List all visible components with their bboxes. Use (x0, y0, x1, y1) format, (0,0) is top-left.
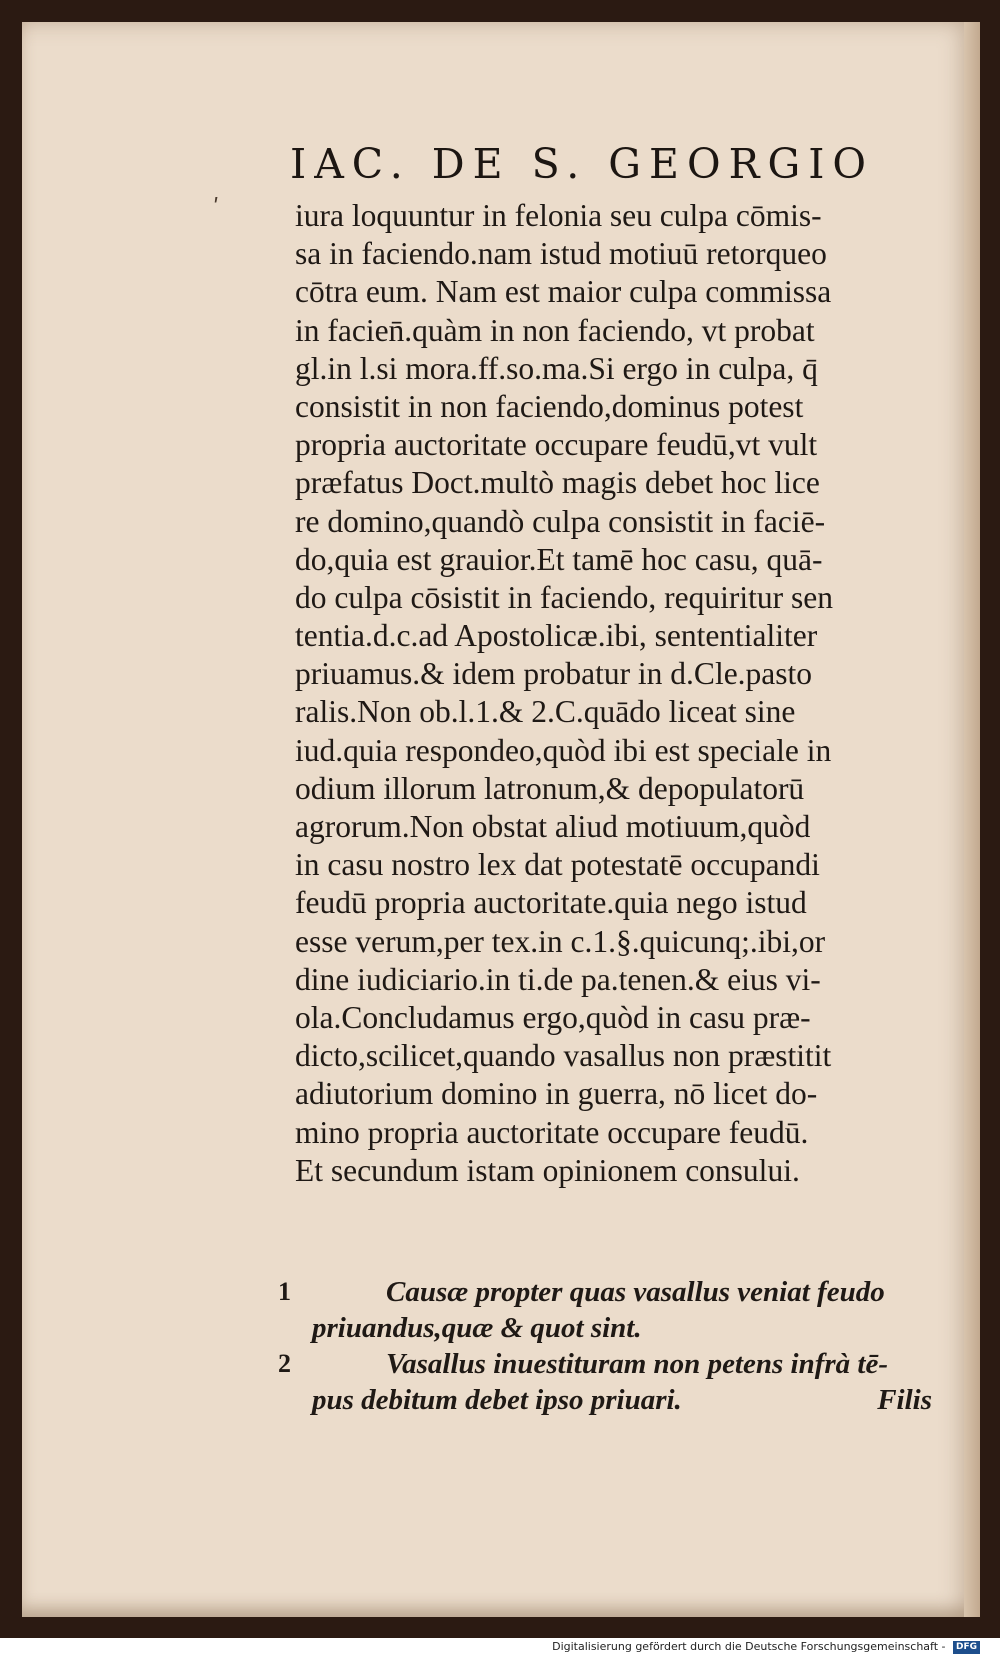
text-line: præfatus Doct.multò magis debet hoc lice (295, 465, 820, 501)
text-line: do culpa cōsistit in faciendo, requiritur sen (295, 579, 833, 615)
text-line: odium illorum latronum,& depopulatorū (295, 770, 805, 806)
text-line: mino propria auctoritate occupare feudū. (295, 1114, 809, 1150)
text-line: propria auctoritate occupare feudū,vt vult (295, 427, 818, 463)
text-line: iud.quia respondeo,quòd ibi est speciale in (295, 732, 832, 768)
text-line: iura loquuntur in felonia seu culpa cōmis- (295, 198, 822, 233)
text-line: agrorum.Non obstat aliud motiuum,quòd (295, 809, 811, 844)
text-line: cōtra eum. Nam est maior culpa commissa (295, 274, 832, 310)
summaries (278, 1274, 962, 1418)
margin-mark: ʹ (213, 196, 220, 221)
text-line: dine iudiciario.in ti.de pa.tenen.& eius vi- (295, 961, 821, 997)
text-line: tentia.d.c.ad Apostolicæ.ibi, sententialiter (295, 618, 818, 654)
text-line: sa in faciendo.nam istud motiuū retorqueo (295, 236, 827, 272)
summary-text: Causæ propter quas vasallus veniat feudo (386, 1276, 885, 1308)
summary-1-line2 (282, 1310, 962, 1346)
running-head: IAC. DE S. GEORGIO (290, 140, 875, 188)
text-line: do,quia est grauior.Et tamē hoc casu, quā- (295, 541, 823, 577)
main-text (295, 197, 935, 1190)
summary-text: priuandus,quæ & quot sint. (312, 1312, 642, 1344)
text-line: Et secundum istam opinionem consului. (295, 1152, 800, 1188)
text-line: ralis.Non ob.l.1.& 2.C.quādo liceat sine (295, 694, 796, 730)
summary-text: pus debitum debet ipso priuari. (312, 1384, 682, 1416)
text-line: esse verum,per tex.in c.1.§.quicunq;.ibi,or (295, 923, 826, 959)
page-edge (964, 22, 980, 1617)
text-line: consistit in non faciendo,dominus potest (295, 388, 804, 424)
text-line: priuamus.& idem probatur in d.Cle.pasto (295, 656, 813, 692)
summary-2-line2 (282, 1382, 962, 1418)
summary-number: 1 (278, 1277, 291, 1306)
text-line: gl.in l.si mora.ff.so.ma.Si ergo in culpa, q̄ (295, 350, 818, 386)
summary-text: Vasallus inuestituram non petens infrà tē- (386, 1348, 888, 1380)
summary-2-line1 (278, 1346, 962, 1382)
text-line: dicto,scilicet,quando vasallus non præstitit (295, 1038, 832, 1074)
summary-number: 2 (278, 1349, 291, 1378)
footer (0, 1638, 1000, 1657)
text-line: feudū propria auctoritate.quia nego istud (295, 885, 807, 921)
footer-credit (552, 1640, 980, 1654)
catchword: Filis (877, 1384, 932, 1416)
dfg-logo-icon: DFG (953, 1641, 980, 1654)
summary-1-line1 (278, 1274, 962, 1310)
text-line: in facien̄.quàm in non faciendo, vt probat (295, 312, 815, 348)
footer-credit-text: Digitalisierung gefördert durch die Deutsche Forschungsgemeinschaft - (552, 1640, 946, 1653)
text-line: ola.Concludamus ergo,quòd in casu præ- (295, 999, 811, 1035)
text-line: re domino,quandò culpa consistit in faciē- (295, 503, 826, 539)
text-line: adiutorium domino in guerra, nō licet do- (295, 1076, 818, 1112)
text-line: in casu nostro lex dat potestatē occupandi (295, 847, 820, 883)
